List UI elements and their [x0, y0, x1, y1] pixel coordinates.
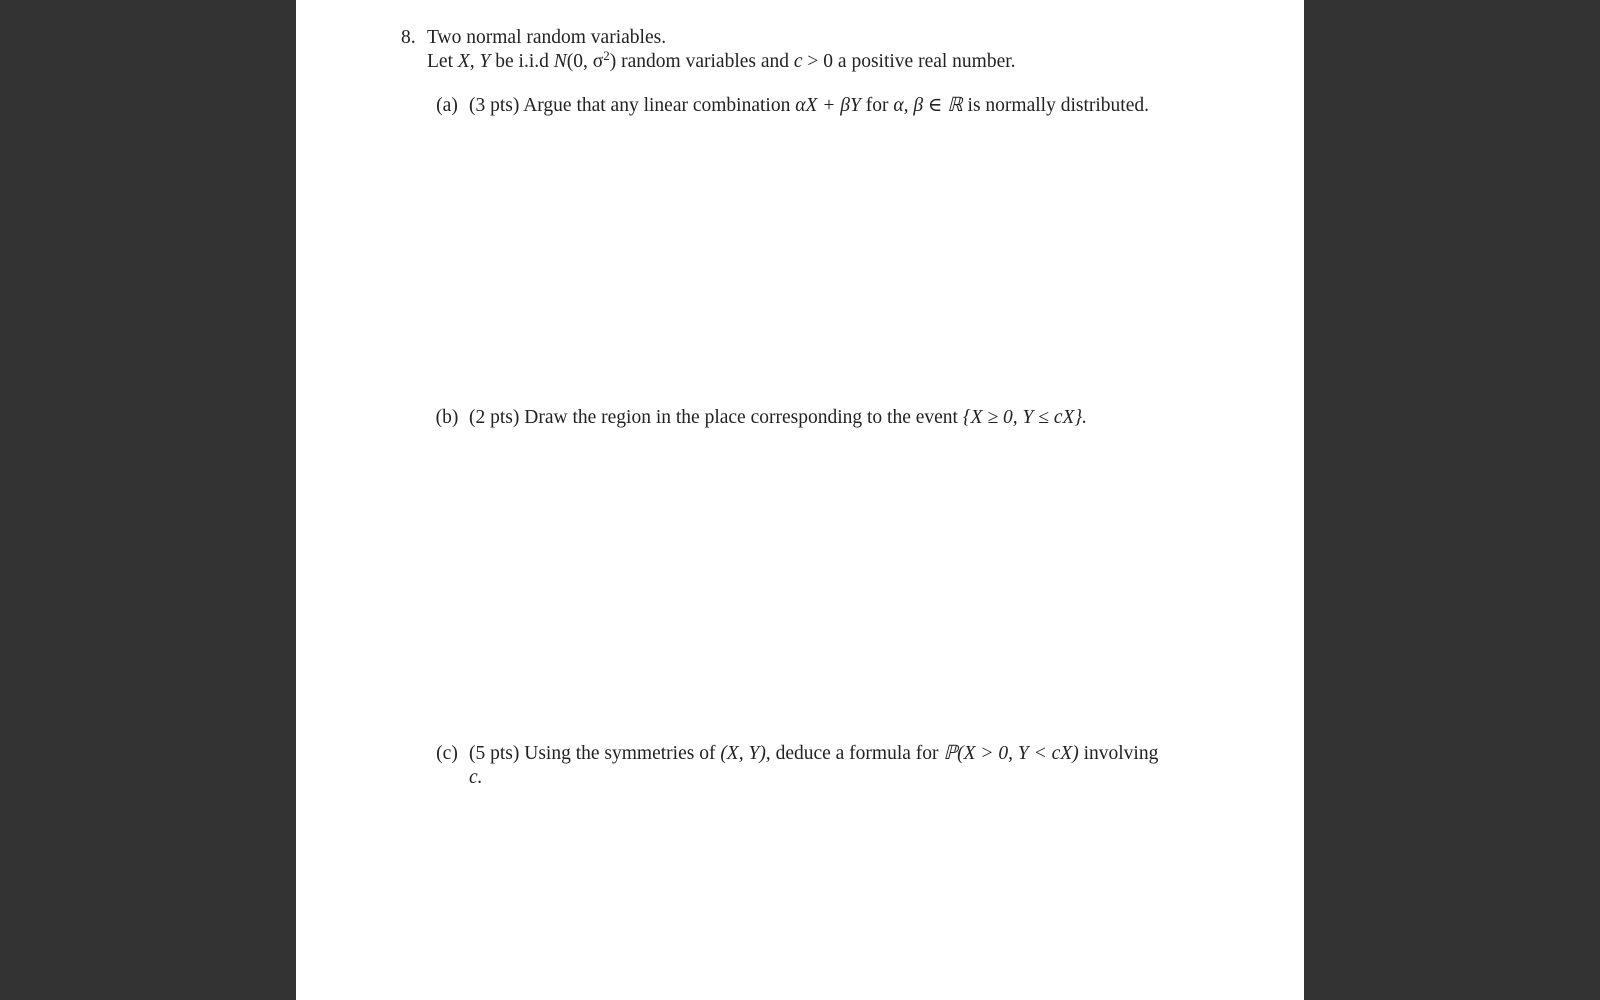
- part-c-text: [469, 742, 1158, 766]
- problem-intro: [427, 47, 1016, 74]
- part-a-points: (3 pts): [469, 95, 520, 116]
- part-c-prefix: Using the symmetries of: [524, 743, 716, 764]
- part-a-prefix: Argue that any linear combination: [523, 95, 791, 116]
- problem-title: Two normal random variables.: [427, 27, 667, 48]
- part-a-suffix: is normally distributed.: [967, 95, 1149, 116]
- intro-vars: X, Y: [457, 51, 491, 72]
- part-b-prefix: Draw the region in the place corresponding to the event: [524, 407, 958, 428]
- part-c-line2: c.: [469, 767, 483, 788]
- part-c-expr: (X, Y),: [720, 743, 771, 764]
- part-b-points: (2 pts): [469, 407, 520, 428]
- intro-prefix: Let: [427, 51, 453, 72]
- document-page: [296, 0, 1304, 1000]
- part-a-expr: αX + βY: [795, 95, 861, 116]
- part-c-points: (5 pts): [469, 743, 520, 764]
- intro-suffix: a positive real number.: [837, 51, 1016, 72]
- intro-be: be i.i.d: [495, 51, 549, 72]
- part-a-for: for: [865, 95, 889, 116]
- part-c-expr2: ℙ(X > 0, Y < cX): [943, 743, 1079, 764]
- part-b-text: [469, 406, 1087, 430]
- part-b-expr: {X ≥ 0, Y ≤ cX}.: [962, 407, 1088, 428]
- problem-number: 8.: [401, 27, 416, 48]
- part-c-suffix: involving: [1083, 743, 1159, 764]
- part-c-mid: deduce a formula for: [775, 743, 939, 764]
- part-b-label: (b): [435, 407, 459, 428]
- part-c-label: (c): [436, 743, 458, 764]
- part-a-text: [469, 94, 1149, 118]
- intro-mid: random variables and: [621, 51, 790, 72]
- intro-distribution: N(0, $\sigma^2$): [553, 47, 617, 72]
- part-a-expr2: α, β ∈ ℝ: [893, 95, 963, 116]
- part-a-label: (a): [436, 95, 458, 116]
- intro-c-condition: c > 0: [793, 51, 834, 72]
